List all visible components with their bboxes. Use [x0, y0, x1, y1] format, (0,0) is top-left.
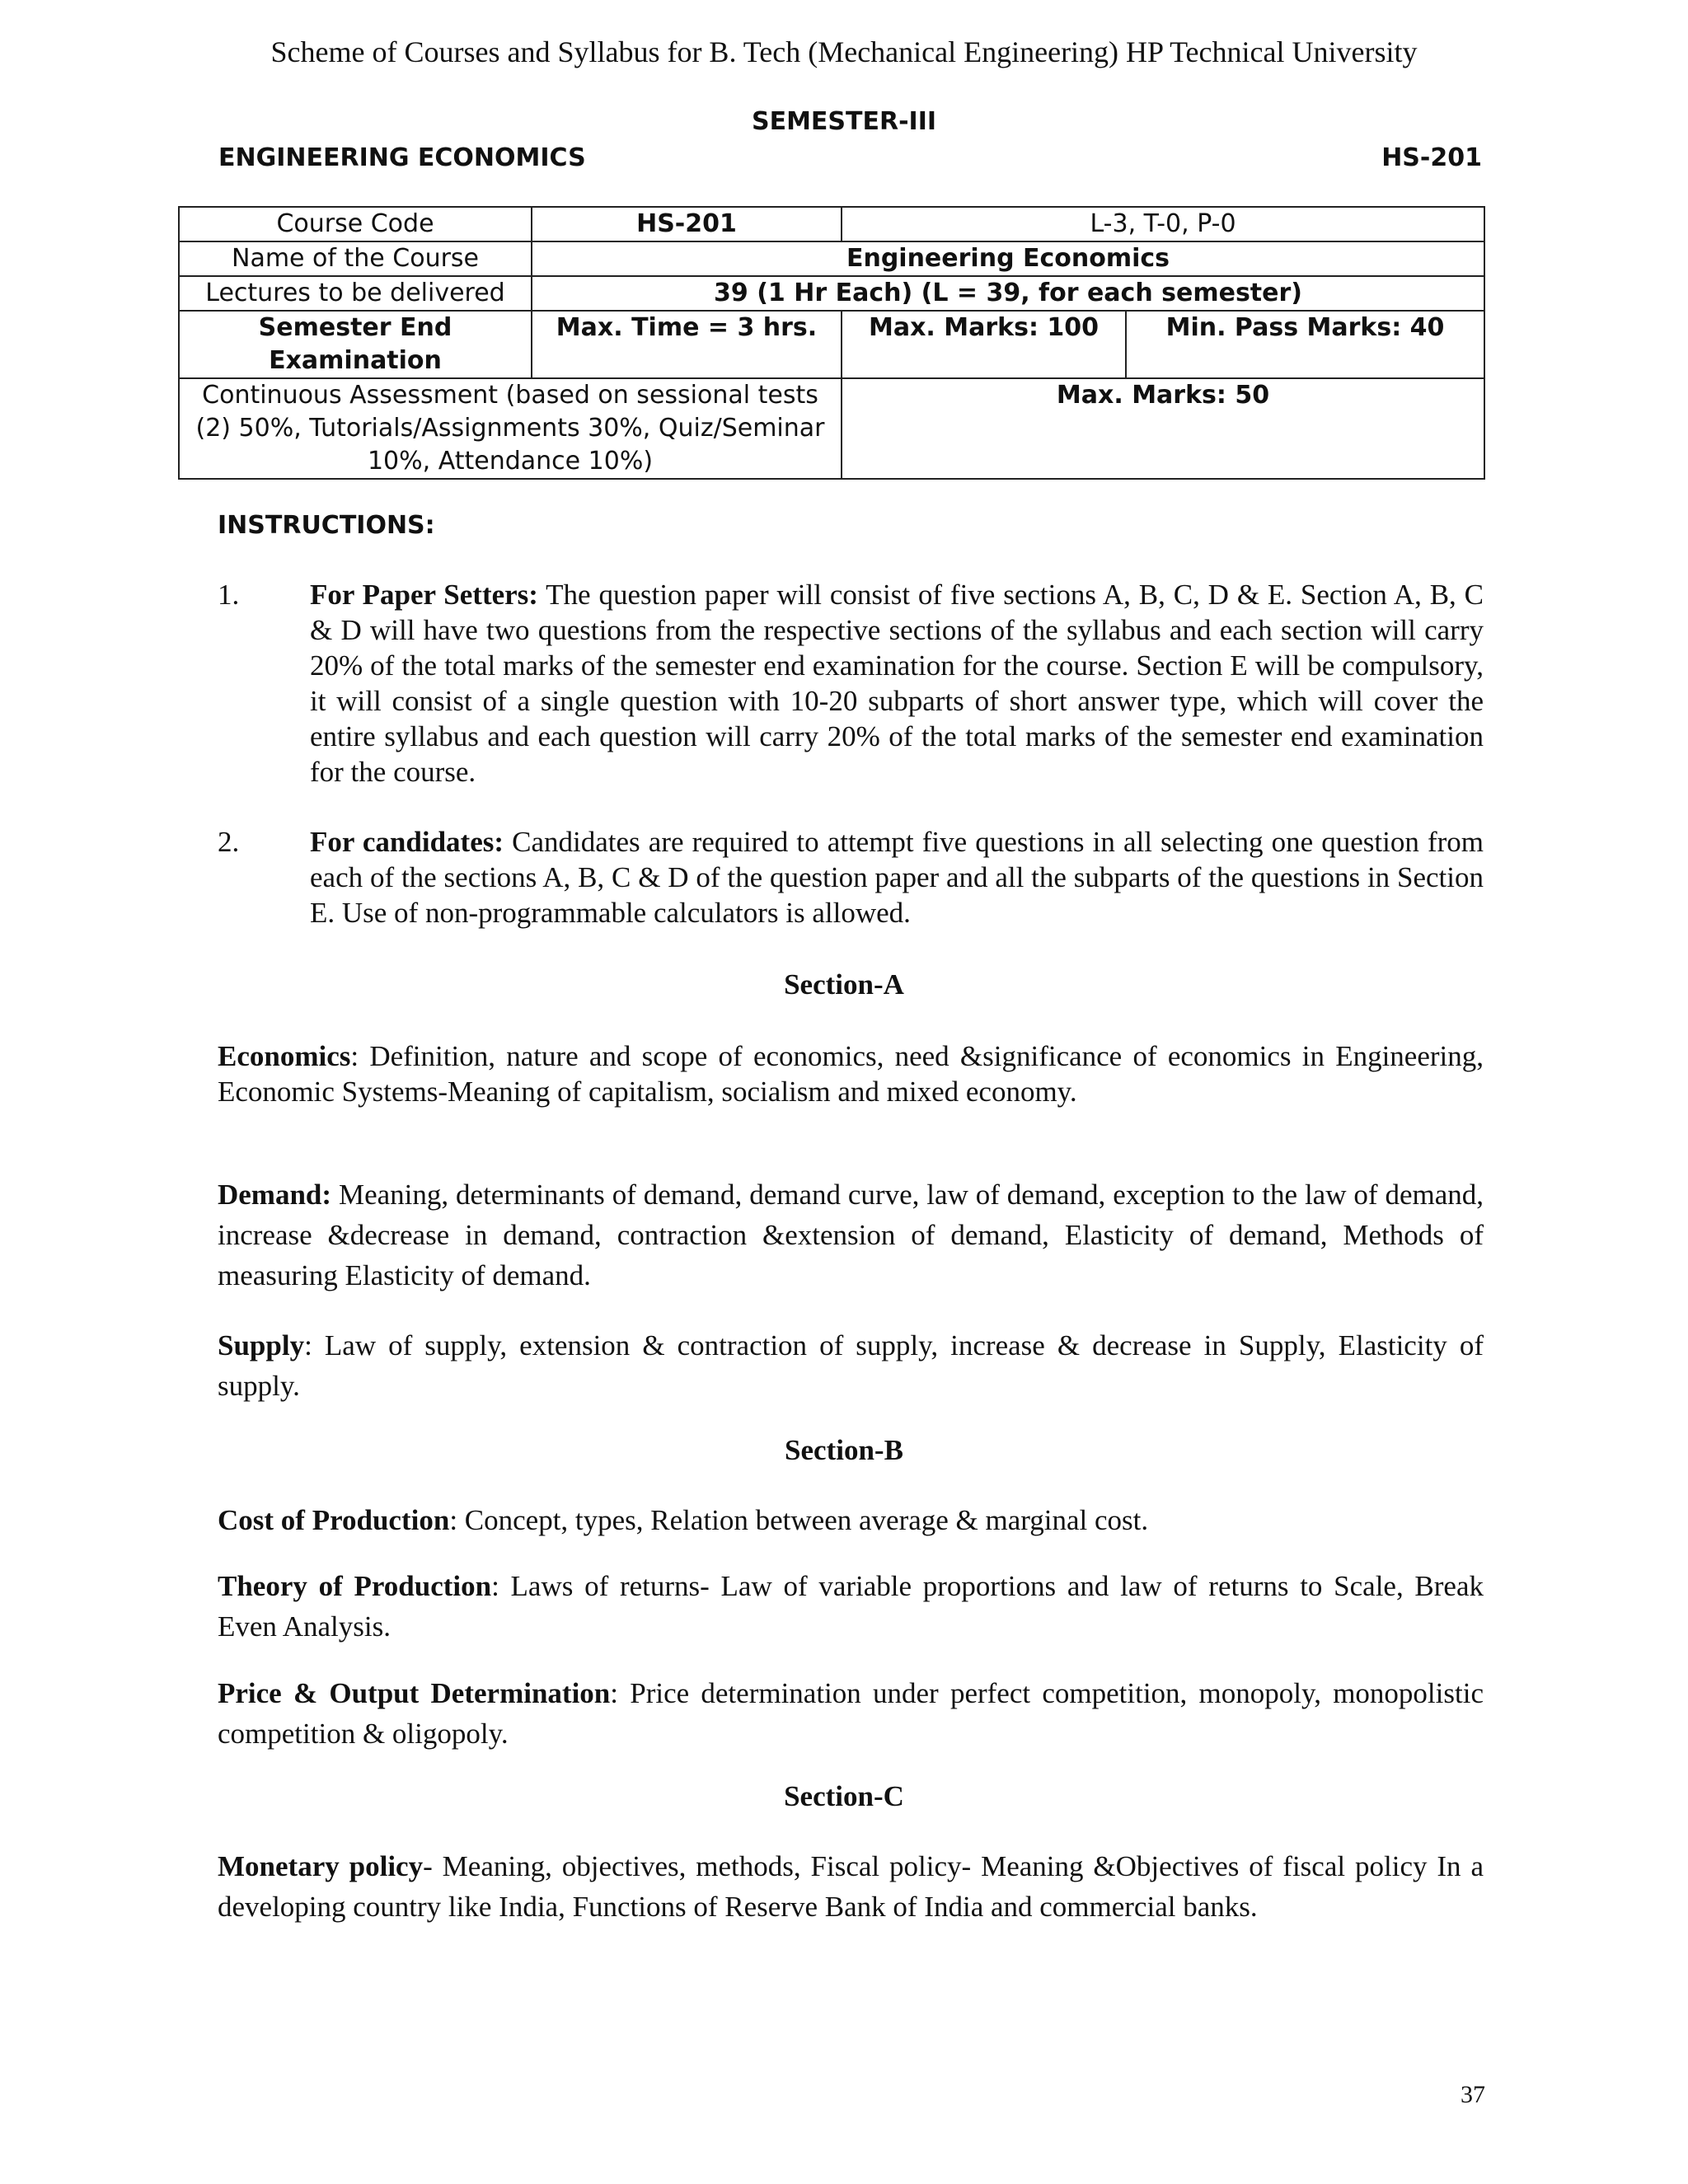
table-row	[179, 311, 1484, 378]
instruction-item	[218, 824, 1484, 930]
course-name-value: Engineering Economics	[532, 241, 1484, 276]
demand-paragraph	[218, 1174, 1484, 1296]
theory-text: : Laws of returns- Law of variable proportions and law of returns to Scale, Break Even Analysis.	[218, 1570, 1484, 1643]
theory-paragraph	[218, 1566, 1484, 1647]
supply-title: Supply	[218, 1329, 305, 1361]
max-time: Max. Time = 3 hrs.	[532, 311, 842, 378]
economics-paragraph	[218, 1038, 1484, 1109]
course-title: ENGINEERING ECONOMICS	[218, 143, 586, 172]
demand-text: Meaning, determinants of demand, demand curve, law of demand, exception to the law of demand, increase &decrease in demand, contraction &extension of demand, Elasticity of demand, Methods of measuring Elasticity of demand.	[218, 1179, 1484, 1291]
theory-title: Theory of Production	[218, 1570, 492, 1602]
instruction-body	[310, 577, 1484, 790]
continuous-assessment-label: Continuous Assessment (based on sessional tests (2) 50%, Tutorials/Assignments 30%, Quiz/Seminar 10%, Attendance 10%)	[179, 378, 842, 479]
lectures-value: 39 (1 Hr Each) (L = 39, for each semester)	[532, 276, 1484, 311]
price-paragraph	[218, 1673, 1484, 1754]
running-header: Scheme of Courses and Syllabus for B. Tech (Mechanical Engineering) HP Technical University	[270, 35, 1418, 68]
course-code-heading: HS-201	[1381, 143, 1482, 172]
table-row	[179, 276, 1484, 311]
economics-title: Economics	[218, 1040, 351, 1072]
section-c-heading: Section-C	[784, 1780, 904, 1812]
section-a-heading: Section-A	[784, 968, 904, 1001]
monetary-title: Monetary policy	[218, 1850, 424, 1882]
course-info-table	[178, 206, 1485, 480]
cost-title: Cost of Production	[218, 1504, 450, 1536]
supply-paragraph	[218, 1325, 1484, 1406]
semester-heading: SEMESTER-III	[751, 107, 937, 136]
min-pass-marks: Min. Pass Marks: 40	[1126, 311, 1484, 378]
economics-text: : Definition, nature and scope of economics, need &significance of economics in Engineering, Economic Systems-Meaning of capitalism, socialism and mixed economy.	[218, 1040, 1484, 1108]
ltp-value: L-3, T-0, P-0	[842, 207, 1484, 241]
price-title: Price & Output Determination	[218, 1677, 611, 1709]
table-row	[179, 241, 1484, 276]
instruction-item	[218, 577, 1484, 790]
instruction-number: 1.	[218, 579, 240, 611]
max-marks: Max. Marks: 100	[842, 311, 1126, 378]
ca-max-marks: Max. Marks: 50	[842, 378, 1484, 479]
course-name-label: Name of the Course	[179, 241, 532, 276]
instruction-text: The question paper will consist of five sections A, B, C, D & E. Section A, B, C & D will have two questions from the respective sections of the syllabus and each section will carry 20% of the total marks of the semester end examination for the course. Section E will be compulsory, it will consist of a single question with 10-20 subparts of short answer type, which will cover the entire syllabus and each question will carry 20% of the total marks of the semester end examination for the course.	[310, 579, 1484, 788]
instruction-number: 2.	[218, 826, 240, 858]
instruction-title: For candidates:	[310, 826, 504, 858]
lectures-label: Lectures to be delivered	[179, 276, 532, 311]
course-code-value: HS-201	[532, 207, 842, 241]
table-row	[179, 378, 1484, 479]
monetary-text: - Meaning, objectives, methods, Fiscal policy- Meaning &Objectives of fiscal policy In a developing country like India, Functions of Reserve Bank of India and commercial banks.	[218, 1850, 1484, 1923]
demand-title: Demand:	[218, 1179, 332, 1211]
cost-text: : Concept, types, Relation between average & marginal cost.	[449, 1504, 1149, 1536]
instruction-title: For Paper Setters:	[310, 579, 538, 611]
section-b-heading: Section-B	[785, 1434, 903, 1466]
price-text: : Price determination under perfect competition, monopoly, monopolistic competition & oligopoly.	[218, 1677, 1484, 1750]
instruction-text: Candidates are required to attempt five questions in all selecting one question from each of the sections A, B, C & D of the question paper and all the subparts of the questions in Section E. Use of non-programmable calculators is allowed.	[310, 826, 1484, 929]
instruction-body	[310, 824, 1484, 930]
supply-text: : Law of supply, extension & contraction of supply, increase & decrease in Supply, Elasticity of supply.	[218, 1329, 1484, 1402]
instructions-heading: INSTRUCTIONS:	[218, 511, 435, 540]
course-code-label: Course Code	[179, 207, 532, 241]
table-row	[179, 207, 1484, 241]
page-number: 37	[1461, 2081, 1485, 2108]
monetary-paragraph	[218, 1846, 1484, 1927]
exam-label: Semester End Examination	[179, 311, 532, 378]
cost-paragraph	[218, 1500, 1484, 1540]
